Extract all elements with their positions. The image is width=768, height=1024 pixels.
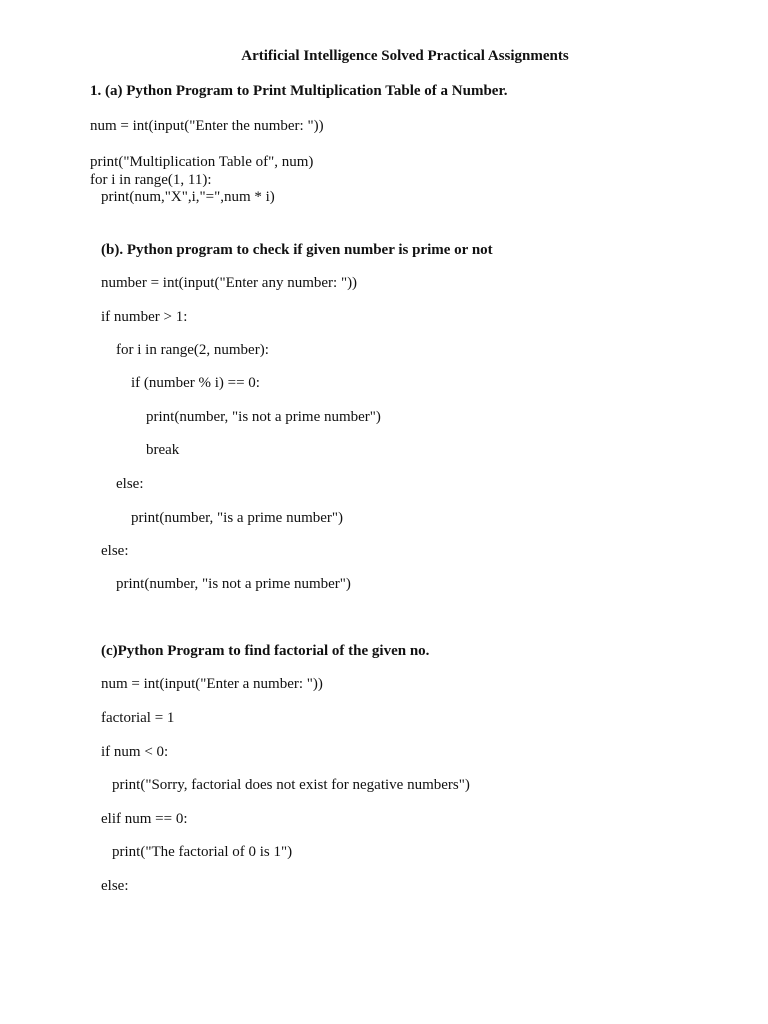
code-line: print(num,"X",i,"=",num * i) bbox=[101, 189, 275, 205]
code-line: num = int(input("Enter a number: ")) bbox=[101, 676, 323, 692]
code-line: else: bbox=[101, 543, 129, 559]
code-line: num = int(input("Enter the number: ")) bbox=[90, 118, 324, 134]
code-line: print("The factorial of 0 is 1") bbox=[112, 844, 293, 860]
code-line: print(number, "is a prime number") bbox=[131, 510, 344, 526]
code-line: else: bbox=[116, 476, 144, 492]
section-c-heading: (c)Python Program to find factorial of the given no. bbox=[101, 643, 430, 659]
code-line: break bbox=[146, 442, 180, 458]
section-a-heading: 1. (a) Python Program to Print Multiplication Table of a Number. bbox=[90, 83, 508, 99]
page-title: Artificial Intelligence Solved Practical Assignments bbox=[241, 48, 569, 64]
code-line: print(number, "is not a prime number") bbox=[146, 409, 381, 425]
code-line: if number > 1: bbox=[101, 309, 188, 325]
code-line: else: bbox=[101, 878, 129, 894]
code-line: print(number, "is not a prime number") bbox=[116, 576, 351, 592]
code-line: print("Sorry, factorial does not exist for negative numbers") bbox=[112, 777, 470, 793]
code-line: factorial = 1 bbox=[101, 710, 175, 726]
section-b-heading: (b). Python program to check if given number is prime or not bbox=[101, 242, 493, 258]
code-line: print("Multiplication Table of", num) bbox=[90, 154, 314, 170]
code-line: for i in range(2, number): bbox=[116, 342, 269, 358]
code-line: elif num == 0: bbox=[101, 811, 188, 827]
code-line: number = int(input("Enter any number: ")) bbox=[101, 275, 358, 291]
code-line: if num < 0: bbox=[101, 744, 169, 760]
code-line: if (number % i) == 0: bbox=[131, 375, 260, 391]
code-line: for i in range(1, 11): bbox=[90, 172, 212, 188]
